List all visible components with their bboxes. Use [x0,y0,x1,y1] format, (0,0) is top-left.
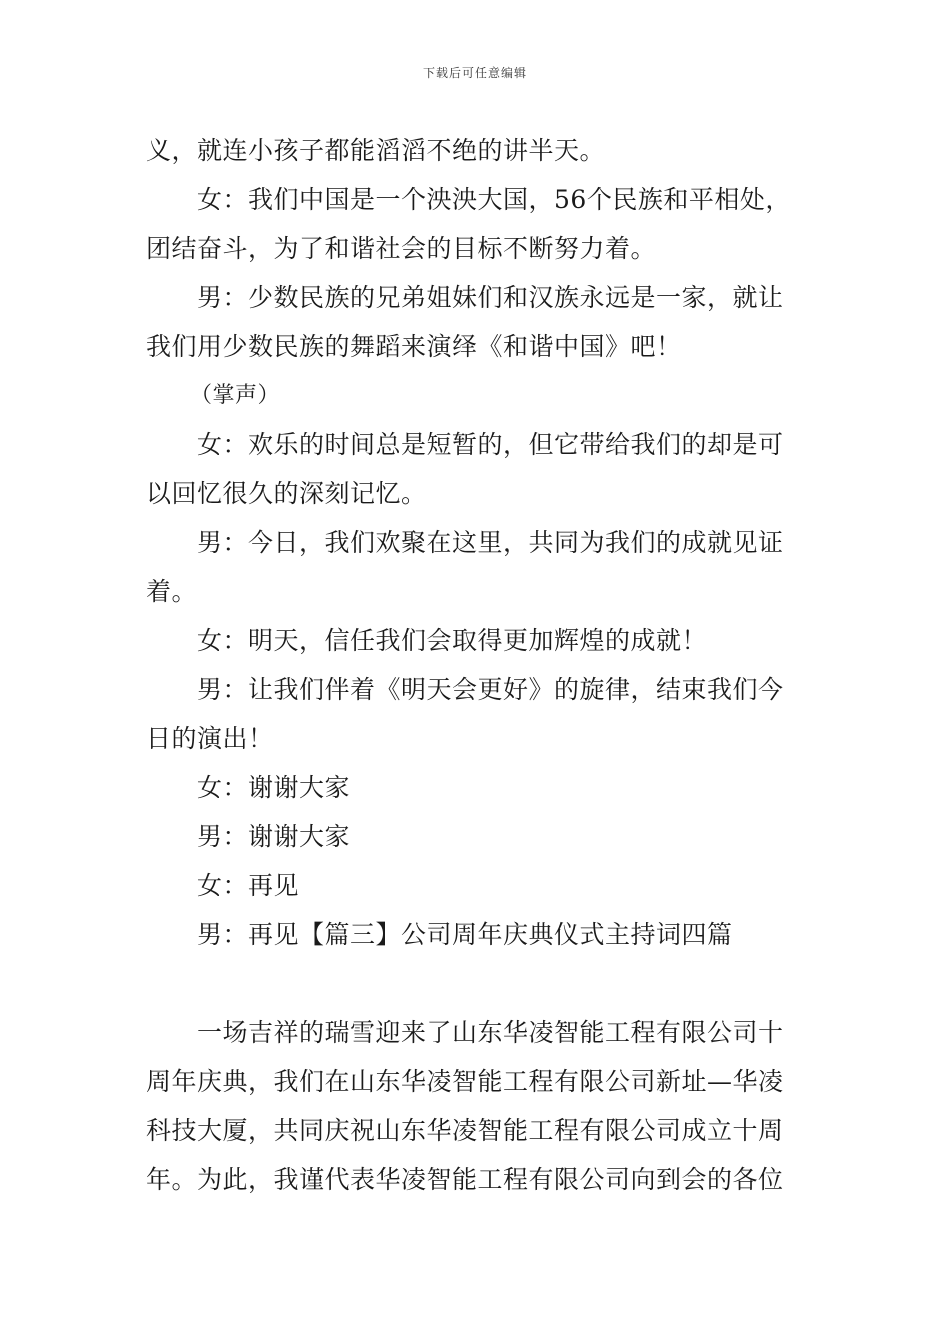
text-line: 女：欢乐的时间总是短暂的，但它带给我们的却是可 [197,430,784,459]
text-line: 周年庆典，我们在山东华凌智能工程有限公司新址—华凌 [146,1067,784,1096]
document-body [146,126,811,1204]
text-line: 日的演出！ [146,724,274,753]
text-line: （掌声） [190,383,281,408]
text-line: 一场吉祥的瑞雪迎来了山东华凌智能工程有限公司十 [197,1018,784,1047]
text-line: 男：再见【篇三】公司周年庆典仪式主持词四篇 [197,920,733,949]
text-line: 以回忆很久的深刻记忆。 [146,479,427,508]
text-line: 女：我们中国是一个泱泱大国，56个民族和平相处， [197,185,791,214]
text-line: 女：再见 [197,871,300,900]
text-line: 男：少数民族的兄弟姐妹们和汉族永远是一家，就让 [197,283,784,312]
blank-line [146,959,811,1008]
text-line: 女：明天，信任我们会取得更加辉煌的成就！ [197,626,708,655]
text-line: 我们用少数民族的舞蹈来演绎《和谐中国》吧！ [146,332,682,361]
text-line: 科技大厦，共同庆祝山东华凌智能工程有限公司成立十周 [146,1116,784,1145]
text-line: 女：谢谢大家 [197,773,351,802]
text-line: 男：谢谢大家 [197,822,351,851]
text-line: 年。为此，我谨代表华凌智能工程有限公司向到会的各位 [146,1165,784,1194]
text-line: 男：今日，我们欢聚在这里，共同为我们的成就见证 [197,528,784,557]
page-header: 下载后可任意编辑 [422,66,527,80]
text-line: 义，就连小孩子都能滔滔不绝的讲半天。 [146,136,606,165]
text-line: 着。 [146,577,198,606]
text-line: 男：让我们伴着《明天会更好》的旋律，结束我们今 [197,675,784,704]
text-line: 团结奋斗，为了和谐社会的目标不断努力着。 [146,234,657,263]
